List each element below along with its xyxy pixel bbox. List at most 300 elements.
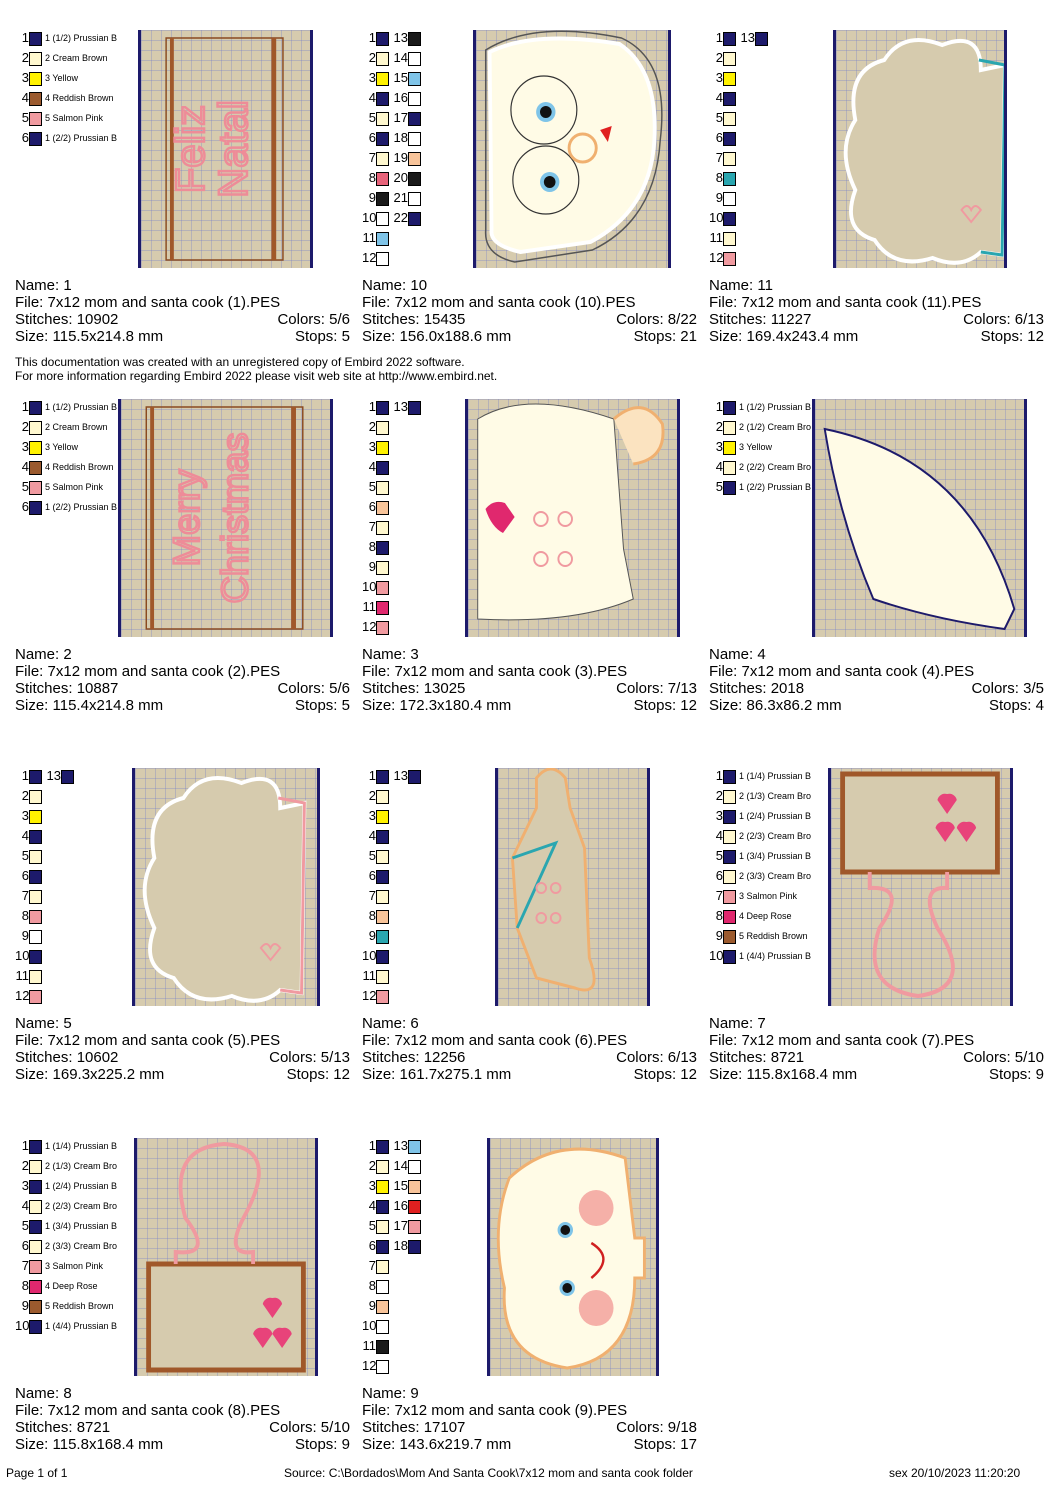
thread-swatch <box>755 32 768 46</box>
thread-swatch <box>376 232 389 246</box>
thread-swatch <box>408 770 421 784</box>
thread-row <box>362 928 426 944</box>
design-preview[interactable] <box>487 1138 659 1376</box>
design-file: File: 7x12 mom and santa cook (7).PES <box>709 1032 975 1049</box>
thread-row <box>709 130 773 146</box>
design-size: Size: 115.8x168.4 mm <box>709 1066 858 1083</box>
thread-row <box>362 419 426 435</box>
thread-swatch <box>723 830 736 844</box>
thread-swatch <box>376 481 389 495</box>
thread-swatch <box>376 990 389 1004</box>
thread-row <box>709 908 819 924</box>
thread-row <box>15 1198 125 1214</box>
thread-number: 8 <box>21 1278 29 1293</box>
thread-swatch <box>29 481 42 495</box>
embroidered-text: Merry <box>165 469 207 567</box>
thread-number: 2 <box>368 788 376 803</box>
thread-number: 5 <box>715 479 723 494</box>
thread-number: 12 <box>709 250 724 265</box>
thread-swatch <box>29 910 42 924</box>
thread-number: 10 <box>709 948 724 963</box>
thread-row <box>362 788 426 804</box>
thread-label: 3 Yellow <box>739 442 773 452</box>
design-file: File: 7x12 mom and santa cook (10).PES <box>362 294 636 311</box>
thread-label: 2 (2/3) Cream Bro <box>45 1201 118 1211</box>
thread-swatch <box>376 850 389 864</box>
thread-swatch <box>376 132 389 146</box>
design-stitches: Stitches: 10902 <box>15 311 119 328</box>
thread-swatch <box>376 910 389 924</box>
thread-row <box>362 1198 426 1214</box>
thread-number: 2 <box>21 50 29 65</box>
design-name: Name: 10 <box>362 277 428 294</box>
thread-swatch <box>29 1220 42 1234</box>
design-colors: Colors: 5/10 <box>269 1419 350 1436</box>
thread-number: 12 <box>362 988 377 1003</box>
thread-number: 7 <box>368 150 376 165</box>
design-card <box>15 30 350 380</box>
thread-label: 1 (1/4) Prussian B <box>739 771 812 781</box>
thread-number: 7 <box>715 888 723 903</box>
thread-swatch <box>376 1300 389 1314</box>
design-card <box>362 30 697 380</box>
thread-row <box>362 1338 426 1354</box>
thread-row <box>362 808 426 824</box>
thread-swatch <box>376 1320 389 1334</box>
design-size: Size: 161.7x275.1 mm <box>362 1066 512 1083</box>
thread-label: 4 Deep Rose <box>45 1281 98 1291</box>
thread-swatch <box>29 1140 42 1154</box>
design-stops: Stops: 5 <box>294 697 350 714</box>
thread-number: 13 <box>740 30 755 45</box>
thread-number: 11 <box>362 1338 376 1353</box>
thread-swatch <box>376 401 389 415</box>
thread-number: 4 <box>368 90 376 105</box>
thread-swatch <box>29 970 42 984</box>
thread-number: 3 <box>368 439 376 454</box>
thread-row <box>362 1178 426 1194</box>
thread-number: 12 <box>15 988 30 1003</box>
thread-number: 8 <box>368 908 376 923</box>
design-stops: Stops: 12 <box>633 697 697 714</box>
thread-number: 6 <box>21 130 29 145</box>
thread-number: 5 <box>21 848 29 863</box>
thread-number: 13 <box>393 399 408 414</box>
thread-swatch <box>376 192 389 206</box>
thread-swatch <box>408 152 421 166</box>
design-preview[interactable] <box>812 399 1027 637</box>
design-name: Name: 8 <box>15 1385 72 1402</box>
thread-swatch <box>408 1240 421 1254</box>
thread-swatch <box>376 212 389 226</box>
thread-swatch <box>376 441 389 455</box>
thread-row <box>709 70 773 86</box>
design-info <box>709 646 1044 714</box>
thread-number: 4 <box>21 1198 29 1213</box>
thread-swatch <box>29 1280 42 1294</box>
design-preview[interactable] <box>138 30 313 268</box>
thread-row <box>362 90 426 106</box>
thread-number: 2 <box>368 1158 376 1173</box>
thread-number: 6 <box>368 868 376 883</box>
design-preview[interactable] <box>134 1138 318 1376</box>
thread-number: 22 <box>393 210 408 225</box>
thread-swatch <box>29 930 42 944</box>
thread-number: 7 <box>368 519 376 534</box>
thread-number: 17 <box>393 1218 408 1233</box>
thread-swatch <box>376 252 389 266</box>
design-colors: Colors: 5/6 <box>277 311 350 328</box>
thread-number: 6 <box>368 499 376 514</box>
thread-number: 9 <box>368 190 376 205</box>
thread-label: 1 (2/2) Prussian B <box>45 133 118 143</box>
thread-number: 12 <box>362 619 377 634</box>
thread-row <box>362 948 426 964</box>
thread-swatch <box>29 830 42 844</box>
thread-row <box>362 988 426 1004</box>
thread-row <box>15 1318 125 1334</box>
thread-number: 8 <box>715 908 723 923</box>
design-card <box>362 768 697 1118</box>
thread-swatch <box>29 790 42 804</box>
thread-label: 2 (3/3) Cream Bro <box>739 871 812 881</box>
thread-swatch <box>376 890 389 904</box>
design-preview[interactable] <box>473 30 671 268</box>
thread-row <box>709 250 773 266</box>
thread-swatch <box>723 910 736 924</box>
design-name: Name: 2 <box>15 646 72 663</box>
thread-number: 6 <box>21 499 29 514</box>
thread-swatch <box>723 72 736 86</box>
design-size: Size: 172.3x180.4 mm <box>362 697 512 714</box>
thread-row <box>362 1238 426 1254</box>
thread-number: 3 <box>21 1178 29 1193</box>
design-size: Size: 115.4x214.8 mm <box>15 697 164 714</box>
thread-row <box>709 808 819 824</box>
thread-row <box>709 170 773 186</box>
thread-row <box>15 399 125 415</box>
design-preview[interactable] <box>833 30 1007 268</box>
thread-number: 18 <box>393 1238 408 1253</box>
design-card <box>709 768 1044 1118</box>
design-stitches: Stitches: 8721 <box>709 1049 805 1066</box>
thread-number: 10 <box>15 948 30 963</box>
thread-number: 3 <box>368 1178 376 1193</box>
thread-swatch <box>723 252 736 266</box>
thread-row <box>15 439 125 455</box>
thread-swatch <box>723 52 736 66</box>
thread-number: 3 <box>21 439 29 454</box>
design-name: Name: 11 <box>709 277 773 294</box>
thread-number: 6 <box>715 868 723 883</box>
thread-swatch <box>376 581 389 595</box>
thread-swatch <box>376 790 389 804</box>
thread-swatch <box>723 421 736 435</box>
thread-swatch <box>723 810 736 824</box>
design-stitches: Stitches: 11227 <box>709 311 812 328</box>
thread-number: 2 <box>715 50 723 65</box>
thread-number: 5 <box>368 479 376 494</box>
design-info <box>709 1015 1044 1083</box>
thread-number: 7 <box>21 888 29 903</box>
design-preview-art <box>137 1138 315 1376</box>
thread-swatch <box>723 930 736 944</box>
thread-row <box>362 888 426 904</box>
thread-row <box>15 90 125 106</box>
thread-row <box>362 50 426 66</box>
thread-number: 3 <box>21 70 29 85</box>
thread-label: 5 Salmon Pink <box>45 482 104 492</box>
thread-number: 14 <box>393 50 408 65</box>
design-stitches: Stitches: 10887 <box>15 680 119 697</box>
thread-swatch <box>29 1300 42 1314</box>
thread-swatch <box>376 501 389 515</box>
thread-number: 4 <box>715 90 723 105</box>
thread-label: 5 Salmon Pink <box>45 113 104 123</box>
thread-label: 3 Yellow <box>45 73 79 83</box>
thread-swatch <box>376 52 389 66</box>
thread-row <box>15 1138 125 1154</box>
thread-swatch <box>29 132 42 146</box>
thread-row <box>709 90 773 106</box>
thread-row <box>15 868 79 884</box>
design-info <box>15 1385 350 1453</box>
design-card <box>709 399 1044 749</box>
thread-swatch <box>376 72 389 86</box>
thread-swatch <box>29 401 42 415</box>
thread-row <box>15 70 125 86</box>
thread-row <box>362 170 426 186</box>
thread-row <box>709 439 819 455</box>
thread-label: 3 Salmon Pink <box>739 891 798 901</box>
thread-swatch <box>376 152 389 166</box>
thread-row <box>362 210 426 226</box>
thread-swatch <box>29 72 42 86</box>
thread-swatch <box>376 1280 389 1294</box>
design-card <box>15 1138 350 1488</box>
thread-row <box>362 479 426 495</box>
thread-row <box>709 399 819 415</box>
thread-swatch <box>723 890 736 904</box>
thread-number: 9 <box>368 1298 376 1313</box>
thread-row <box>15 848 79 864</box>
thread-row <box>709 788 819 804</box>
thread-label: 5 Reddish Brown <box>739 931 808 941</box>
thread-label: 2 (2/2) Cream Bro <box>739 462 812 472</box>
design-preview[interactable] <box>828 768 1013 1006</box>
thread-swatch <box>723 850 736 864</box>
thread-number: 10 <box>709 210 724 225</box>
footer-date: sex 20/10/2023 11:20:20 <box>889 1466 1021 1480</box>
thread-number: 2 <box>368 50 376 65</box>
design-stops: Stops: 21 <box>633 328 697 345</box>
thread-swatch <box>408 212 421 226</box>
thread-number: 10 <box>362 210 377 225</box>
thread-row <box>15 968 79 984</box>
thread-swatch <box>723 32 736 46</box>
design-colors: Colors: 3/5 <box>971 680 1044 697</box>
thread-swatch <box>376 1340 389 1354</box>
thread-number: 21 <box>393 190 408 205</box>
thread-row <box>362 1358 426 1374</box>
thread-label: 3 Salmon Pink <box>45 1261 104 1271</box>
thread-number: 9 <box>368 559 376 574</box>
design-name: Name: 4 <box>709 646 766 663</box>
thread-swatch <box>376 541 389 555</box>
design-file: File: 7x12 mom and santa cook (4).PES <box>709 663 975 680</box>
design-colors: Colors: 6/13 <box>963 311 1044 328</box>
thread-label: 1 (1/4) Prussian B <box>45 1141 118 1151</box>
thread-swatch <box>376 172 389 186</box>
thread-number: 1 <box>715 768 723 783</box>
notice-line-1: This documentation was created with an unregistered copy of Embird 2022 software. <box>15 355 465 369</box>
thread-number: 16 <box>393 90 408 105</box>
thread-number: 13 <box>46 768 61 783</box>
thread-swatch <box>376 421 389 435</box>
design-preview[interactable] <box>118 399 333 637</box>
thread-row <box>15 50 125 66</box>
thread-row <box>362 250 426 266</box>
thread-swatch <box>723 461 736 475</box>
thread-row <box>362 559 426 575</box>
thread-label: 3 Yellow <box>45 442 79 452</box>
design-stitches: Stitches: 2018 <box>709 680 805 697</box>
design-stitches: Stitches: 8721 <box>15 1419 111 1436</box>
thread-number: 4 <box>21 828 29 843</box>
thread-row <box>15 1278 125 1294</box>
design-colors: Colors: 9/18 <box>616 1419 697 1436</box>
thread-number: 5 <box>715 110 723 125</box>
design-preview[interactable] <box>465 399 680 637</box>
thread-swatch <box>408 1220 421 1234</box>
thread-number: 3 <box>715 439 723 454</box>
thread-row <box>362 439 426 455</box>
thread-number: 9 <box>368 928 376 943</box>
thread-number: 5 <box>21 1218 29 1233</box>
design-preview-art <box>121 399 330 637</box>
thread-row <box>709 190 773 206</box>
thread-swatch <box>408 401 421 415</box>
thread-row <box>362 30 426 46</box>
thread-row <box>709 768 819 784</box>
thread-row <box>15 110 125 126</box>
thread-row <box>362 968 426 984</box>
thread-row <box>15 928 79 944</box>
design-card <box>362 399 697 749</box>
thread-row <box>709 50 773 66</box>
thread-row <box>362 1158 426 1174</box>
thread-swatch <box>29 1320 42 1334</box>
thread-row <box>709 828 819 844</box>
thread-swatch <box>376 1160 389 1174</box>
design-info <box>362 1015 697 1083</box>
thread-number: 4 <box>715 828 723 843</box>
thread-number: 6 <box>21 868 29 883</box>
thread-number: 17 <box>393 110 408 125</box>
thread-row <box>15 808 79 824</box>
thread-row <box>709 110 773 126</box>
thread-swatch <box>29 1160 42 1174</box>
thread-swatch <box>723 212 736 226</box>
thread-number: 11 <box>15 968 29 983</box>
design-size: Size: 115.5x214.8 mm <box>15 328 164 345</box>
thread-row <box>15 1298 125 1314</box>
embroidered-text: Natal <box>210 99 257 199</box>
thread-label: 1 (2/2) Prussian B <box>45 502 118 512</box>
thread-number: 5 <box>368 848 376 863</box>
thread-number: 2 <box>715 788 723 803</box>
design-name: Name: 5 <box>15 1015 72 1032</box>
thread-swatch <box>29 1240 42 1254</box>
thread-swatch <box>408 32 421 46</box>
thread-row <box>15 828 79 844</box>
thread-number: 5 <box>368 1218 376 1233</box>
thread-swatch <box>29 32 42 46</box>
thread-row <box>362 399 426 415</box>
thread-number: 9 <box>715 190 723 205</box>
thread-number: 7 <box>368 888 376 903</box>
thread-swatch <box>376 870 389 884</box>
thread-swatch <box>29 990 42 1004</box>
thread-row <box>362 1218 426 1234</box>
thread-label: 1 (1/2) Prussian B <box>45 402 118 412</box>
thread-swatch <box>29 1200 42 1214</box>
design-preview-art <box>498 768 647 1006</box>
thread-swatch <box>408 172 421 186</box>
design-preview[interactable] <box>132 768 320 1006</box>
thread-label: 1 (4/4) Prussian B <box>45 1321 118 1331</box>
design-stitches: Stitches: 15435 <box>362 311 466 328</box>
thread-number: 13 <box>393 768 408 783</box>
thread-row <box>15 1258 125 1274</box>
thread-swatch <box>408 52 421 66</box>
design-colors: Colors: 5/6 <box>277 680 350 697</box>
thread-swatch <box>376 830 389 844</box>
thread-number: 14 <box>393 1158 408 1173</box>
thread-number: 7 <box>715 150 723 165</box>
thread-number: 5 <box>715 848 723 863</box>
thread-swatch <box>723 152 736 166</box>
design-info <box>709 277 1044 345</box>
design-file: File: 7x12 mom and santa cook (8).PES <box>15 1402 281 1419</box>
design-file: File: 7x12 mom and santa cook (11).PES <box>709 294 982 311</box>
thread-label: 1 (2/4) Prussian B <box>739 811 812 821</box>
design-preview-art <box>831 768 1010 1006</box>
design-preview-art <box>836 30 1004 268</box>
thread-number: 13 <box>393 1138 408 1153</box>
thread-swatch <box>376 32 389 46</box>
thread-number: 3 <box>715 808 723 823</box>
design-stops: Stops: 12 <box>980 328 1044 345</box>
design-size: Size: 115.8x168.4 mm <box>15 1436 164 1453</box>
design-size: Size: 86.3x86.2 mm <box>709 697 842 714</box>
thread-row <box>15 459 125 475</box>
design-card <box>15 399 350 749</box>
thread-number: 10 <box>362 1318 377 1333</box>
thread-swatch <box>29 441 42 455</box>
thread-number: 9 <box>21 928 29 943</box>
thread-swatch <box>376 1220 389 1234</box>
thread-row <box>15 419 125 435</box>
thread-swatch <box>376 112 389 126</box>
design-preview[interactable] <box>495 768 650 1006</box>
design-preview-art <box>135 768 317 1006</box>
thread-number: 1 <box>21 399 29 414</box>
thread-label: 5 Reddish Brown <box>45 1301 114 1311</box>
design-stitches: Stitches: 12256 <box>362 1049 466 1066</box>
design-file: File: 7x12 mom and santa cook (5).PES <box>15 1032 281 1049</box>
thread-swatch <box>29 950 42 964</box>
